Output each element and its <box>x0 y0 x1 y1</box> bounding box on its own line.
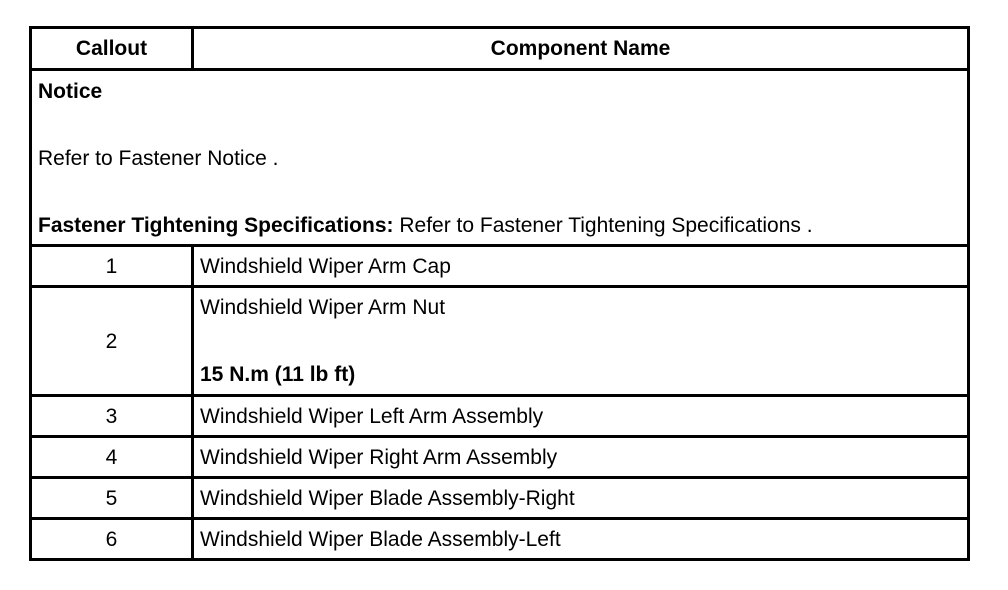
notice-title: Notice <box>38 80 103 103</box>
torque-spec: 15 N.m (11 lb ft) <box>200 363 356 386</box>
component-name-cell: Windshield Wiper Left Arm Assembly <box>193 396 969 437</box>
table-row <box>31 396 969 437</box>
callout-cell: 4 <box>31 437 193 478</box>
component-name-cell: Windshield Wiper Blade Assembly-Left <box>193 519 969 560</box>
component-name-cell <box>193 287 969 396</box>
table-row <box>31 437 969 478</box>
callout-cell: 6 <box>31 519 193 560</box>
callout-cell: 2 <box>31 287 193 396</box>
header-callout: Callout <box>31 28 193 70</box>
header-row <box>31 28 969 70</box>
header-component-name: Component Name <box>193 28 969 70</box>
table-row <box>31 478 969 519</box>
component-name-cell: Windshield Wiper Right Arm Assembly <box>193 437 969 478</box>
notice-spec-line <box>38 215 961 236</box>
notice-spec-text: Refer to Fastener Tightening Specifications . <box>393 214 813 237</box>
table-row <box>31 519 969 560</box>
notice-cell <box>31 70 969 246</box>
component-name-cell: Windshield Wiper Blade Assembly-Right <box>193 478 969 519</box>
component-name-cell: Windshield Wiper Arm Cap <box>193 246 969 287</box>
table-row <box>31 246 969 287</box>
notice-row <box>31 70 969 246</box>
callout-cell: 5 <box>31 478 193 519</box>
table-row <box>31 287 969 396</box>
component-name: Windshield Wiper Arm Nut <box>200 296 446 319</box>
callout-cell: 1 <box>31 246 193 287</box>
component-table <box>29 26 970 561</box>
callout-cell: 3 <box>31 396 193 437</box>
notice-spec-label: Fastener Tightening Specifications: <box>38 214 394 237</box>
notice-fastener-line: Refer to Fastener Notice . <box>38 147 279 170</box>
